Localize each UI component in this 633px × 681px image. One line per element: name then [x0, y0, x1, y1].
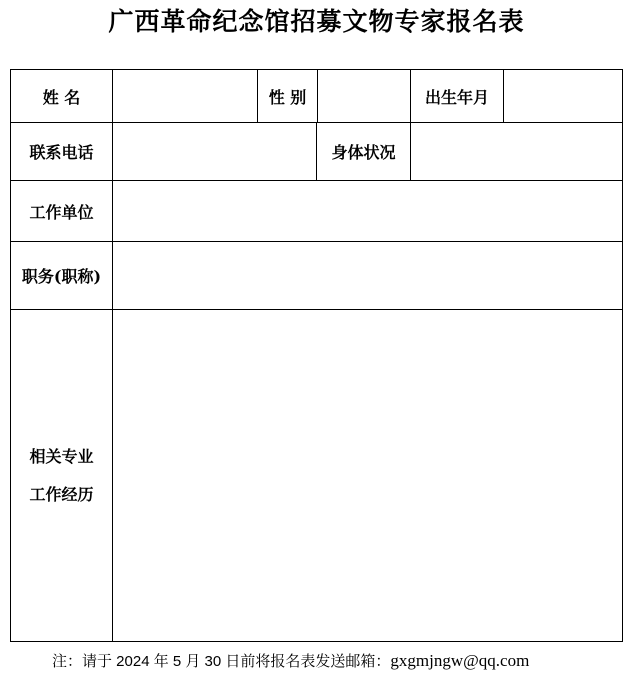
experience-label-line1: 相关专业	[29, 446, 94, 466]
form-row-contact	[11, 123, 622, 181]
birth-date-field[interactable]	[504, 70, 622, 122]
form-row-experience	[11, 310, 622, 641]
health-field[interactable]	[411, 123, 622, 180]
registration-form	[10, 69, 623, 642]
submission-note	[52, 650, 529, 673]
employer-label: 工作单位	[11, 181, 113, 241]
phone-label: 联系电话	[11, 123, 113, 180]
position-field[interactable]	[113, 242, 622, 309]
birth-date-label: 出生年月	[411, 70, 504, 122]
email-address: gxgmjngw@qq.com	[390, 651, 530, 670]
phone-field[interactable]	[113, 123, 317, 180]
experience-label	[11, 310, 113, 641]
note-text: 注：请于 2024 年 5 月 30 日前将报名表发送邮箱：	[52, 653, 391, 670]
name-field[interactable]	[113, 70, 258, 122]
name-label: 姓 名	[11, 70, 113, 122]
form-title: 广西革命纪念馆招募文物专家报名表	[108, 7, 525, 36]
form-row-basic-info	[11, 70, 622, 123]
employer-field[interactable]	[113, 181, 622, 241]
health-label: 身体状况	[317, 123, 411, 180]
experience-label-line2: 工作经历	[29, 484, 94, 504]
form-row-position	[11, 242, 622, 310]
position-label: 职务(职称)	[11, 242, 113, 309]
form-row-employer	[11, 181, 622, 242]
experience-field[interactable]	[113, 310, 622, 641]
gender-label: 性 别	[258, 70, 318, 122]
gender-field[interactable]	[318, 70, 411, 122]
